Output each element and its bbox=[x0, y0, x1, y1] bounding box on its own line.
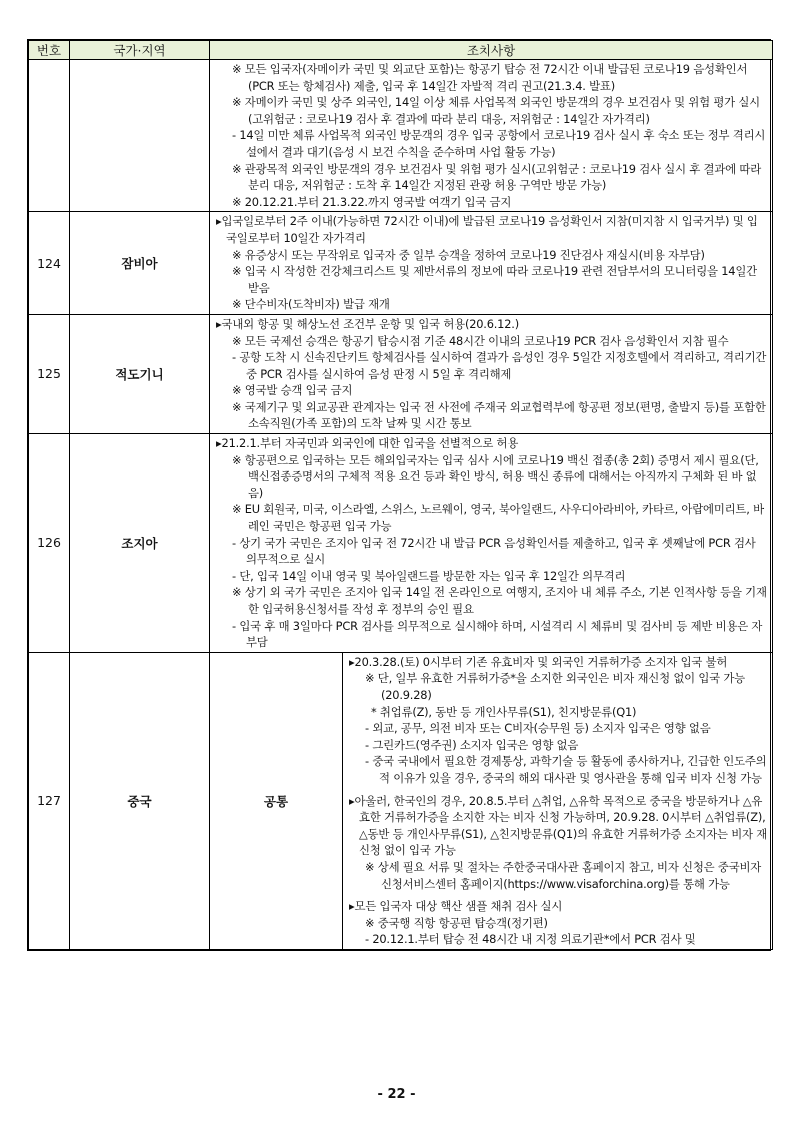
measures-cell bbox=[210, 212, 773, 315]
measures-cell bbox=[210, 60, 773, 212]
sub-region: 공통 bbox=[210, 652, 343, 949]
measure-line: ▸입국일로부터 2주 이내(가능하면 72시간 이내)에 발급된 코로나19 음성확인서 지참(미지참 시 입국거부) 및 입국일로부터 10일간 자가격리 bbox=[216, 214, 758, 245]
measure-line: ※ 20.12.21.부터 21.3.22.까지 영국발 여객기 입국 금지 bbox=[232, 194, 512, 209]
table-header-row bbox=[29, 41, 773, 60]
measure-line: ▸아울러, 한국인의 경우, 20.8.5.부터 △취업, △유학 목적으로 중국을 방문하거나 △유효한 거류허가증을 소지한 자는 비자 신청 가능하며, 20.9.28. 0시부터 △취업류(Z), △동반 등 개인사무류(S1), △친지방문류(Q1)의 유효한 거류허가증 소지자는 비자 재신청 없이 입국 가능 bbox=[349, 793, 768, 858]
measure-line: ※ 단, 일부 유효한 거류허가증*을 소지한 외국인은 비자 재신청 없이 입국 가능(20.9.28) bbox=[365, 671, 745, 702]
row-number bbox=[29, 60, 70, 212]
measure-line: ※ 모든 국제선 승객은 항공기 탑승시점 기준 48시간 이내의 코로나19 PCR 검사 음성확인서 지참 필수 bbox=[232, 333, 729, 348]
measure-line: ▸국내외 항공 및 해상노선 조건부 운항 및 입국 허용(20.6.12.) bbox=[216, 316, 519, 331]
country-name: 적도기니 bbox=[70, 314, 210, 433]
header-measures: 조치사항 bbox=[210, 41, 773, 60]
measure-line: - 중국 국내에서 필요한 경제통상, 과학기술 등 활동에 종사하거나, 긴급한 인도주의적 이유가 있을 경우, 중국의 해외 대사관 및 영사관을 통해 입국 비자 신청 가능 bbox=[365, 754, 767, 785]
measure-line: ※ 모든 입국자(자메이카 국민 및 외교단 포함)는 항공기 탑승 전 72시간 이내 발급된 코로나19 음성확인서(PCR 또는 항체검사) 제출, 입국 후 14일간 자발적 격리 권고(21.3.4. 발표) bbox=[232, 62, 748, 93]
measure-line: ▸21.2.1.부터 자국민과 외국인에 대한 입국을 선별적으로 허용 bbox=[216, 436, 519, 451]
measure-line: * 취업류(Z), 동반 등 개인사무류(S1), 친지방문류(Q1) bbox=[371, 704, 637, 719]
table-row bbox=[29, 652, 773, 949]
measure-line: ※ 영국발 승객 입국 금지 bbox=[232, 383, 353, 398]
measure-line: ※ 단수비자(도착비자) 발급 재개 bbox=[232, 297, 390, 312]
table-row bbox=[29, 314, 773, 433]
measure-line: - 외교, 공무, 의전 비자 또는 C비자(승무원 등) 소지자 입국은 영향 없음 bbox=[365, 721, 711, 736]
measures-cell bbox=[210, 314, 773, 433]
table-row bbox=[29, 212, 773, 315]
table-row bbox=[29, 434, 773, 653]
table-row bbox=[29, 60, 773, 212]
measure-line: - 입국 후 매 3일마다 PCR 검사를 의무적으로 실시해야 하며, 시설격리 시 체류비 및 검사비 등 제반 비용은 자부담 bbox=[232, 618, 763, 650]
measure-line: ※ 항공편으로 입국하는 모든 해외입국자는 입국 심사 시에 코로나19 백신 접종(총 2회) 증명서 제시 필요(단, 백신접종증명서의 구체적 적용 요건 등과 확인 방식, 허용 백신 종류에 대해서는 아직까지 구체화 된 바 없음) bbox=[232, 452, 759, 500]
measure-line: ※ 유증상시 또는 무작위로 입국자 중 일부 승객을 정하여 코로나19 진단검사 재실시(비용 자부담) bbox=[232, 247, 705, 262]
country-name: 중국 bbox=[70, 652, 210, 949]
measure-line: - 20.12.1.부터 탑승 전 48시간 내 지정 의료기관*에서 PCR 검사 및 bbox=[365, 932, 696, 947]
row-number: 125 bbox=[29, 314, 70, 433]
country-name bbox=[70, 60, 210, 212]
measure-line: ▸모든 입국자 대상 핵산 샘플 채취 검사 실시 bbox=[349, 899, 563, 914]
row-number: 127 bbox=[29, 652, 70, 949]
row-number: 126 bbox=[29, 434, 70, 653]
measure-line: ※ 상세 필요 서류 및 절차는 주한중국대사관 홈페이지 참고, 비자 신청은 중국비자신청서비스센터 홈페이지(https://www.visaforchina.org)를 통해 가능 bbox=[365, 859, 762, 891]
measures-cell bbox=[343, 652, 773, 949]
page-number: - 22 - bbox=[377, 1087, 416, 1102]
measure-line: ※ 상기 외 국가 국민은 조지아 입국 14일 전 온라인으로 여행지, 조지아 내 체류 주소, 기본 인적사항 등을 기재한 입국허용신청서를 작성 후 정부의 승인 필요 bbox=[232, 585, 767, 616]
measures-table bbox=[27, 39, 771, 951]
measure-line: ※ 국제기구 및 외교공관 관계자는 입국 전 사전에 주재국 외교협력부에 항공편 정보(편명, 출발지 등)를 포함한 소속직원(가족 포함)의 도착 날짜 및 시간 통보 bbox=[232, 399, 766, 431]
measure-line: - 상기 국가 국민은 조지아 입국 전 72시간 내 발급 PCR 음성확인서를 제출하고, 입국 후 셋째날에 PCR 검사 의무적으로 실시 bbox=[232, 535, 756, 567]
header-num: 번호 bbox=[29, 41, 70, 60]
country-name: 잠비아 bbox=[70, 212, 210, 315]
measure-line: - 단, 입국 14일 이내 영국 및 북아일랜드를 방문한 자는 입국 후 12일간 의무격리 bbox=[232, 568, 626, 583]
measure-line: ※ EU 회원국, 미국, 이스라엘, 스위스, 노르웨이, 영국, 북아일랜드, 사우디아라비아, 카타르, 아랍에미리트, 바레인 국민은 항공편 입국 가능 bbox=[232, 502, 764, 534]
measure-line: ▸20.3.28.(토) 0시부터 기존 유효비자 및 외국인 거류허가증 소지자 입국 불허 bbox=[349, 654, 728, 669]
measures-cell bbox=[210, 434, 773, 653]
measure-line: - 14일 미만 체류 사업목적 외국인 방문객의 경우 입국 공항에서 코로나19 검사 실시 후 숙소 또는 정부 격리시설에서 결과 대기(음성 시 보건 수칙을 준수하며 사업 활동 가능) bbox=[232, 128, 766, 159]
row-number: 124 bbox=[29, 212, 70, 315]
measure-line: ※ 중국행 직항 항공편 탑승객(정기편) bbox=[365, 915, 548, 930]
measure-line: - 공항 도착 시 신속진단키트 항체검사를 실시하여 결과가 음성인 경우 5일간 지정호텔에서 격리하고, 격리기간 중 PCR 검사를 실시하여 음성 판정 시 5일 후 격리해제 bbox=[232, 350, 767, 381]
country-name: 조지아 bbox=[70, 434, 210, 653]
header-country: 국가·지역 bbox=[70, 41, 210, 60]
measure-line: ※ 관광목적 외국인 방문객의 경우 보건검사 및 위험 평가 실시(고위험군 : 코로나19 검사 실시 후 결과에 따라 분리 대응, 저위험군 : 도착 후 14일간 지정된 관광 허용 구역만 방문 가능) bbox=[232, 161, 761, 193]
measure-line: ※ 자메이카 국민 및 상주 외국인, 14일 이상 체류 사업목적 외국인 방문객의 경우 보건검사 및 위험 평가 실시(고위험군 : 코로나19 검사 후 결과에 따라 분리 대응, 저위험군 : 14일간 자가격리) bbox=[232, 95, 760, 126]
measure-line: ※ 입국 시 작성한 건강체크리스트 및 제반서류의 정보에 따라 코로나19 관련 전담부서의 모니터링을 14일간 받음 bbox=[232, 264, 757, 295]
measure-line: - 그린카드(영주권) 소지자 입국은 영향 없음 bbox=[365, 737, 579, 752]
